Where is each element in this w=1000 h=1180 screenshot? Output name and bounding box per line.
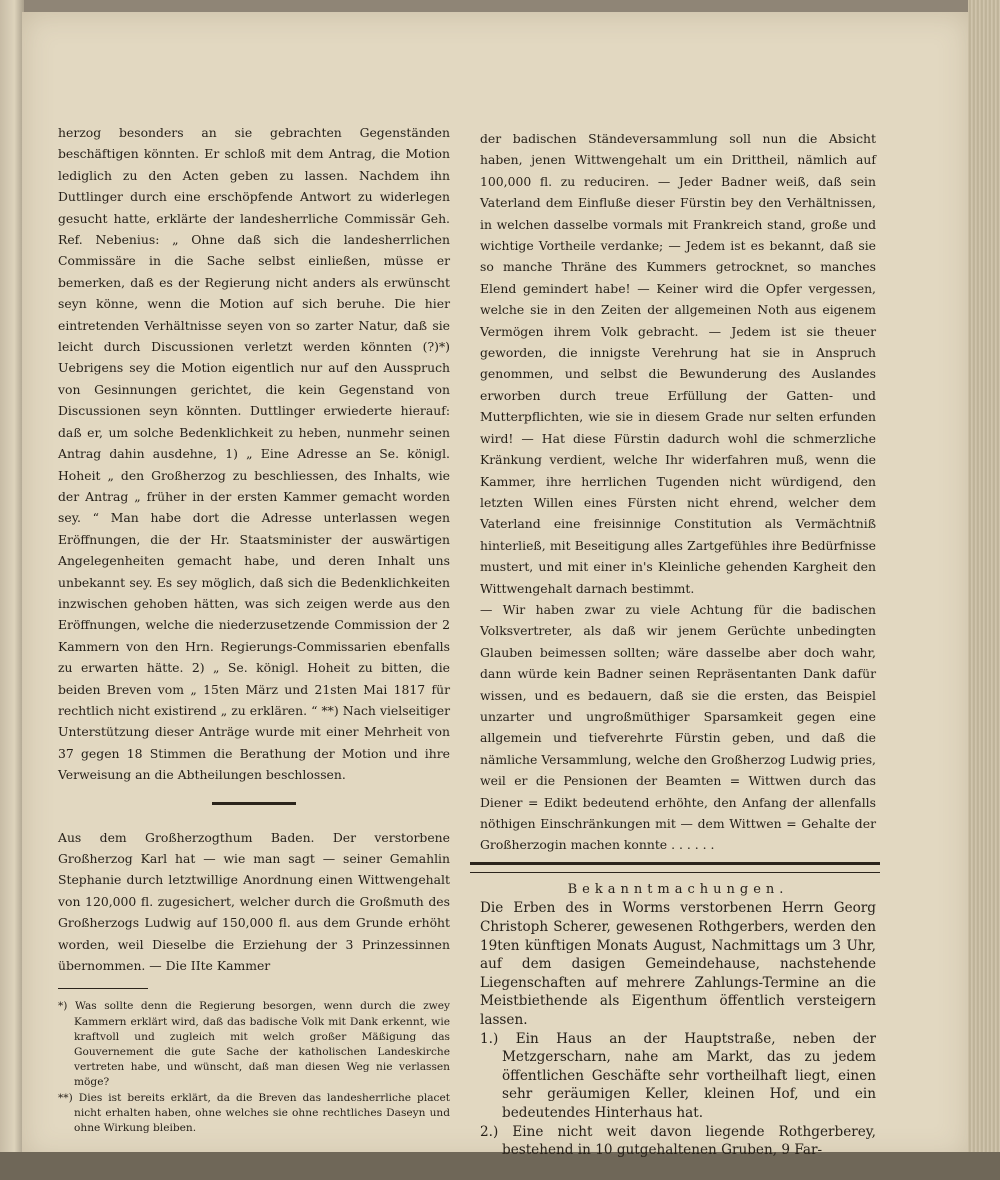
auction-intro: Die Erben des in Worms verstorbenen Herrn Georg Christoph Scherer, gewesenen Rothgerbers, werden den 19ten künftigen Monats August, Nachmittags um 3 Uhr, auf dem dasigen Gemeindehause, nachstehende Liegenschaften auf mehrere Zahlungs-Termine an die Meistbiethende als Eigenthum öffentlich versteigern lassen. <box>480 900 876 1028</box>
left-column <box>58 122 450 1136</box>
widow-pension-paragraph: der badischen Ständeversammlung soll nun die Absicht haben, jenen Wittwengehalt um ein Drittheil, nämlich auf 100,000 fl. zu reduciren. — Jeder Badner weiß, daß sein Vaterland dem Einfluße dieser Fürstin bey den Verhältnissen, in welchen dasselbe vormals mit Frankreich stand, große und wichtige Vortheile verdanke; — Jedem ist es bekannt, daß sie so manche Thräne des Kummers getrocknet, so manches Elend gemindert habe! — Keiner wird die Opfer vergessen, welche sie in den Zeiten der allgemeinen Noth aus eigenem Vermögen ihrem Volk gebracht. — Jedem ist sie theuer geworden, die innigste Verehrung hat sie in Anspruch genommen, und selbst die Bewunderung des Auslandes erworben durch treue Erfüllung der Gatten- und Mutterpflichten, wie sie in diesem Grade nur selten erfunden wird! — Hat diese Fürstin dadurch wohl die schmerzliche Kränkung verdient, welche Ihr widerfahren muß, wenn die Kammer, ihre herrlichen Tugenden nicht würdigend, den letzten Willen eines Fürsten nicht ehrend, welcher dem Vaterland eine freisinnige Constitution als Vermächtniß hinterließ, mit Beseitigung alles Zartgefühles ihre Bedürfnisse mustert, und mit einer in's Kleinliche gehenden Kargheit den Wittwengehalt darnach bestimmt. <box>480 131 876 596</box>
announcements-heading: Bekanntmachungen. <box>567 881 789 897</box>
right-column <box>480 128 876 1160</box>
section-divider <box>212 802 296 805</box>
left-page-edge <box>0 0 24 1180</box>
footnote-divider <box>58 988 148 989</box>
footnote-2: **) Dies ist bereits erklärt, da die Breven das landesherrliche placet nicht erhalten haben, ohne welches sie ohne rechtliches Daseyn und ohne Wirkung bleiben. <box>58 1091 450 1135</box>
right-page-stack <box>968 0 1000 1180</box>
auction-item-1: 1.) Ein Haus an der Hauptstraße, neben der Metzgerscharn, nahe am Markt, das zu jedem öffentlichen Geschäfte sehr vortheilhaft liegt, einen sehr geräumigen Keller, kleinen Hof, und ein bedeutendes Hinterhaus hat. <box>480 1030 876 1121</box>
representatives-paragraph: — Wir haben zwar zu viele Achtung für die badischen Volksvertreter, als daß wir jenem Gerüchte unbedingten Glauben beimessen sollten; wäre dasselbe aber doch wahr, dann würde kein Badner seinen Repräsentanten Dank dafür wissen, und es bedauern, daß sie die ersten, das Beispiel unzarter und ungroßmüthiger Sparsamkeit gegen eine allgemein und tiefverehrte Fürstin geben, und daß die nämliche Versammlung, welche den Großherzog Ludwig pries, weil er die Pensionen der Beamten = Wittwen durch das Diener = Edikt bedeutend erhöhte, den Anfang der allenfalls nöthigen Einschränkungen mit — dem Wittwen = Gehalte der Großherzogin machen konnte . . . . . . <box>480 601 876 853</box>
baden-news-paragraph: Aus dem Großherzogthum Baden. Der verstorbene Großherzog Karl hat — wie man sagt — seiner Gemahlin Stephanie durch letztwillige Anordnung einen Wittwengehalt von 120,000 fl. zugesichert, welcher durch die Großmuth des Großherzogs Ludwig auf 150,000 fl. aus dem Grunde erhöht worden, weil Dieselbe die Erziehung der 3 Prinzessinnen übernommen. — Die IIte Kammer <box>58 829 450 974</box>
announcements <box>480 881 876 1160</box>
auction-item-2: 2.) Eine nicht weit davon liegende Rothgerberey, bestehend in 10 gutgehaltenen Gruben, 9 Far- <box>480 1123 876 1159</box>
footnote-1: *) Was sollte denn die Regierung besorgen, wenn durch die zwey Kammern erklärt wird, daß das badische Volk mit Dank erkennt, wie kraftvoll und zugleich mit welch großer Mäßigung das Gouvernement die gute Sache der katholischen Landeskirche vertreten habe, und wünscht, daß man diesen Weg nie verlassen möge? <box>58 1000 450 1089</box>
announcements-divider <box>470 862 880 873</box>
debate-paragraph: herzog besonders an sie gebrachten Gegenständen beschäftigen könnten. Er schloß mit dem Antrag, die Motion lediglich zu den Acten geben zu lassen. Nachdem ihn Duttlinger durch eine erschöpfende Antwort zu widerlegen gesucht hatte, erklärte der landesherrliche Commissär Geh. Ref. Nebenius: „ Ohne daß sich die landesherrlichen Commissäre in die Sache selbst einließen, müsse er bemerken, daß es der Regierung nicht anders als erwünscht seyn könne, wenn die Motion auf sich beruhe. Die hier eintretenden Verhältnisse seyen von so zarter Natur, daß sie leicht durch Discussionen verletzt werden könnten (?)*) Uebrigens sey die Motion eigentlich nur auf den Ausspruch von Gesinnungen gerichtet, die kein Gegenstand von Discussionen seyn könnten. Duttlinger erwiederte hierauf: daß er, um solche Bedenklichkeit zu heben, nunmehr seinen Antrag dahin ausdehne, 1) „ Eine Adresse an Se. königl. Hoheit „ den Großherzog zu beschliessen, des Inhalts, wie der Antrag „ früher in der ersten Kammer gemacht worden sey. “ Man habe dort die Adresse unterlassen wegen Eröffnungen, die der Hr. Staatsminister der auswärtigen Angelegenheiten gemacht habe, und deren Inhalt uns unbekannt sey. Es sey möglich, daß sich die Bedenklichkeiten inzwischen gehoben hätten, was sich zeigen werde aus den Eröffnungen, welche die niederzusetzende Commission der 2 Kammern von den Hrn. Regierungs-Commissarien ebenfalls zu erwarten hätte. 2) „ Se. königl. Hoheit zu bitten, die beiden Breven vom „ 15ten März und 21sten Mai 1817 für rechtlich nicht existirend „ zu erklären. “ **) Nach vielseitiger Unterstützung dieser Anträge wurde mit einer Mehrheit von 37 gegen 18 Stimmen die Berathung der Motion und ihre Verweisung an die Abtheilungen beschlossen. <box>58 125 450 783</box>
